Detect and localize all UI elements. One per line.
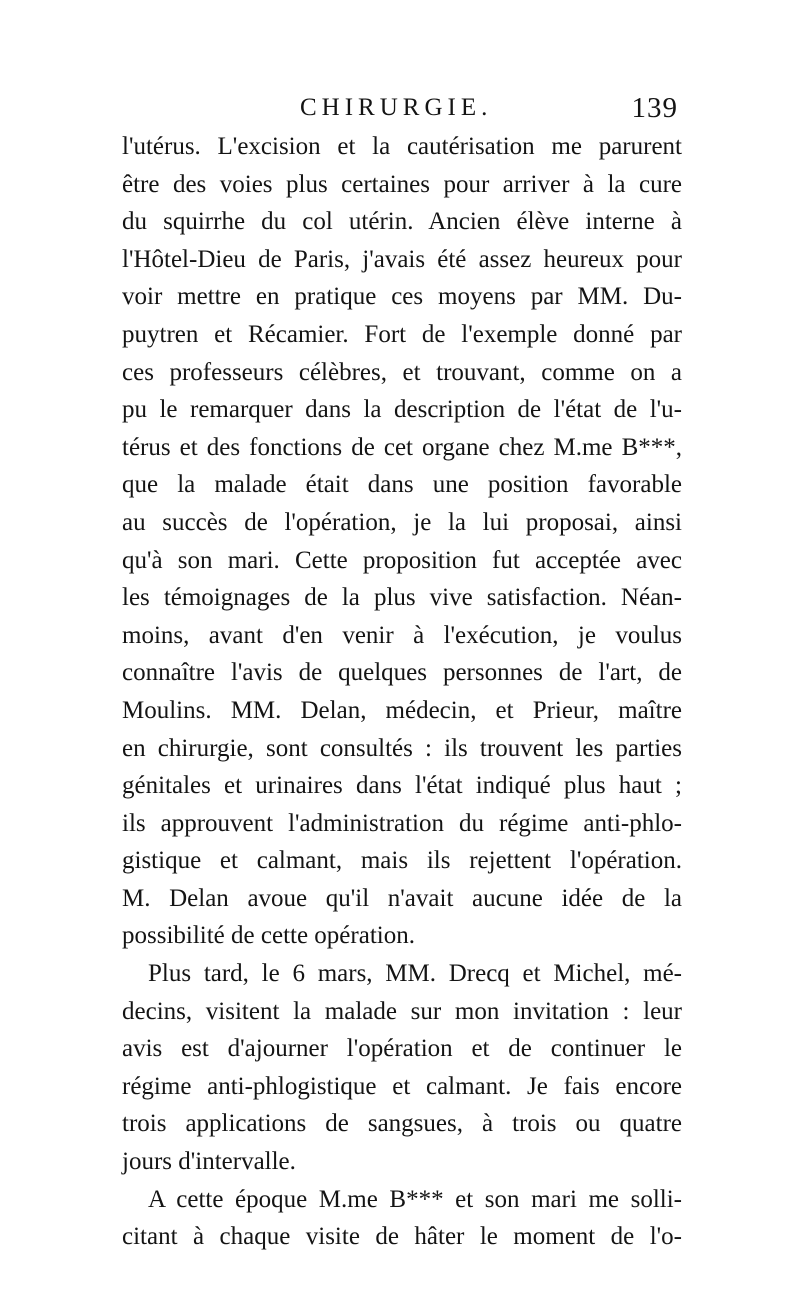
text-line: voir mettre en pratique ces moyens par MM. Du- (122, 283, 682, 311)
text-line: gistique et calmant, mais ils rejettent l'opération. (122, 847, 682, 875)
text-line: decins, visitent la malade sur mon invitation : leur (122, 997, 682, 1025)
text-line: avis est d'ajourner l'opération et de continuer le (122, 1035, 682, 1063)
text-line: térus et des fonctions de cet organe chez M.me B***, (122, 433, 682, 461)
text-line: au succès de l'opération, je la lui proposai, ainsi (122, 508, 682, 536)
text-line: être des voies plus certaines pour arriver à la cure (122, 170, 682, 198)
text-line: l'utérus. L'excision et la cautérisation me parurent (122, 133, 682, 160)
text-line: régime anti-phlogistique et calmant. Je fais encore (122, 1072, 682, 1100)
text-line: génitales et urinaires dans l'état indiqué plus haut ; (122, 772, 682, 800)
text-line: Moulins. MM. Delan, médecin, et Prieur, maître (122, 696, 682, 724)
text-line: les témoignages de la plus vive satisfaction. Néan- (122, 584, 682, 612)
text-line: A cette époque M.me B*** et son mari me solli- (148, 1185, 682, 1213)
text-line: jours d'intervalle. (122, 1148, 296, 1176)
body-text (122, 128, 682, 1256)
running-head: CHIRURGIE. (300, 94, 493, 121)
text-line: ces professeurs célèbres, et trouvant, comme on a (122, 358, 682, 386)
text-line: que la malade était dans une position favorable (122, 471, 682, 499)
text-line: en chirurgie, sont consultés : ils trouvent les parties (122, 734, 682, 762)
text-line: connaître l'avis de quelques personnes de l'art, de (122, 659, 682, 687)
page-number: 139 (631, 92, 678, 124)
text-line: l'Hôtel-Dieu de Paris, j'avais été assez heureux pour (122, 245, 682, 273)
text-line: moins, avant d'en venir à l'exécution, je voulus (122, 621, 682, 649)
text-line: possibilité de cette opération. (122, 922, 415, 950)
text-line: trois applications de sangsues, à trois ou quatre (122, 1110, 682, 1138)
text-line: qu'à son mari. Cette proposition fut acceptée avec (122, 546, 682, 574)
text-line: puytren et Récamier. Fort de l'exemple donné par (122, 320, 682, 348)
text-line: ils approuvent l'administration du régime anti-phlo- (122, 809, 682, 837)
text-line: pu le remarquer dans la description de l'état de l'u- (122, 396, 682, 424)
text-line: Plus tard, le 6 mars, MM. Drecq et Michel, mé- (148, 960, 682, 988)
text-line: citant à chaque visite de hâter le moment de l'o- (122, 1223, 682, 1251)
text-line: du squirrhe du col utérin. Ancien élève interne à (122, 208, 682, 236)
text-line: M. Delan avoue qu'il n'avait aucune idée de la (122, 884, 682, 912)
